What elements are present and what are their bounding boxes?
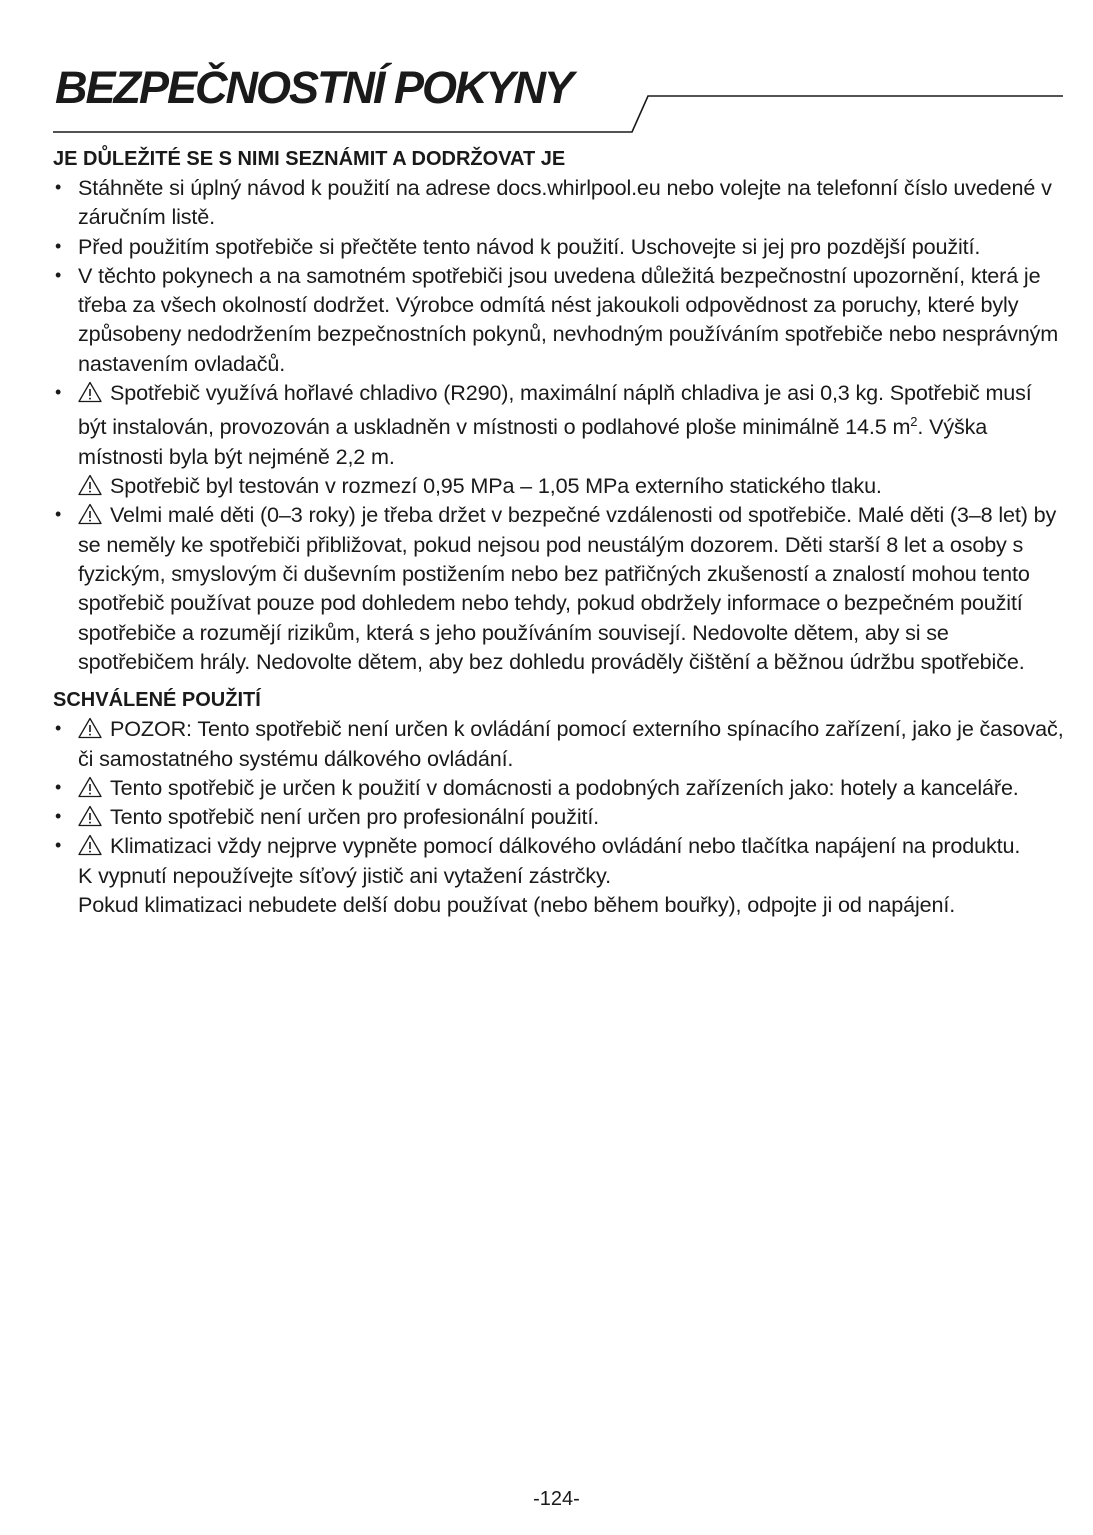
content bbox=[53, 145, 1065, 919]
list-item bbox=[53, 500, 1065, 676]
bullet: • bbox=[55, 776, 62, 797]
list-item bbox=[53, 261, 1065, 378]
item-text: Tento spotřebič není určen pro profesionální použití. bbox=[110, 804, 600, 830]
bullet: • bbox=[55, 806, 62, 827]
item-text: Klimatizaci vždy nejprve vypněte pomocí dálkového ovládání nebo tlačítka napájení na produktu. bbox=[110, 833, 1021, 859]
list-item bbox=[53, 173, 1065, 232]
approved-use-list bbox=[53, 714, 1065, 919]
title-underline bbox=[0, 0, 1093, 140]
item-text: POZOR: Tento spotřebič není určen k ovládání pomocí externího spínacího zařízení, jako je časovač, či samostatného systému dálkového ovládání. bbox=[78, 716, 1064, 771]
item-paragraph: K vypnutí nepoužívejte síťový jistič ani vytažení zástrčky. bbox=[78, 862, 611, 888]
warning-triangle-icon bbox=[78, 717, 102, 739]
item-text: Stáhněte si úplný návod k použití na adrese docs.whirlpool.eu nebo volejte na telefonní číslo uvedené v záručním listě. bbox=[78, 175, 1052, 230]
item-paragraph bbox=[78, 471, 1065, 500]
warning-triangle-icon bbox=[78, 776, 102, 798]
superscript: 2 bbox=[910, 414, 918, 430]
warning-triangle-icon bbox=[78, 503, 102, 525]
list-item bbox=[53, 378, 1065, 500]
item-text: Spotřebič byl testován v rozmezí 0,95 MPa – 1,05 MPa externího statického tlaku. bbox=[110, 473, 882, 499]
item-text: Spotřebič využívá hořlavé chladivo (R290), maximální náplň chladiva je asi 0,3 kg. Spotřebič musí být instalován, provozován a uskladněn v místnosti o podlahové ploše minimálně 14.5 m bbox=[78, 380, 1032, 440]
bullet: • bbox=[55, 235, 62, 256]
item-paragraph: Pokud klimatizaci nebudete delší dobu používat (nebo během bouřky), odpojte ji od napájení. bbox=[78, 892, 956, 918]
bullet: • bbox=[55, 835, 62, 856]
item-text: Před použitím spotřebiče si přečtěte tento návod k použití. Uschovejte si jej pro pozdější použití. bbox=[78, 233, 981, 259]
list-item bbox=[53, 831, 1065, 919]
list-item bbox=[53, 773, 1065, 802]
bullet: • bbox=[55, 382, 62, 403]
warning-triangle-icon bbox=[78, 381, 102, 403]
section-heading-important: JE DŮLEŽITÉ SE S NIMI SEZNÁMIT A DODRŽOVAT JE bbox=[53, 148, 566, 170]
page-number: -124- bbox=[533, 1488, 580, 1510]
item-text: Tento spotřebič je určen k použití v domácnosti a podobných zařízeních jako: hotely a kanceláře. bbox=[110, 774, 1019, 800]
important-list bbox=[53, 173, 1065, 676]
item-text: Velmi malé děti (0–3 roky) je třeba držet v bezpečné vzdálenosti od spotřebiče. Malé děti (3–8 let) by se neměly ke spotřebiči přibližovat, pokud nejsou pod neustálým dozorem. Děti starší 8 let a osoby s fyzickým, smyslovým či duševním postižením nebo bez patřičných zkušeností a znalostí mohou tento spotřebič používat pouze pod dohledem nebo tehdy, pokud obdržely informace o bezpečném použití spotřebiče a rozumějí rizikům, která s jeho používáním souvisejí. Nedovolte dětem, aby si se spotřebičem hrály. Nedovolte dětem, aby bez dohledu prováděly čištění a běžnou údržbu spotřebiče. bbox=[78, 502, 1057, 674]
bullet: • bbox=[55, 264, 62, 285]
page-title: BEZPEČNOSTNÍ POKYNY bbox=[55, 62, 573, 113]
list-item bbox=[53, 232, 1065, 261]
bullet: • bbox=[55, 504, 62, 525]
list-item bbox=[53, 714, 1065, 773]
warning-triangle-icon bbox=[78, 474, 102, 496]
item-text: V těchto pokynech a na samotném spotřebiči jsou uvedena důležitá bezpečnostní upozornění, která je třeba za všech okolností dodržet. Výrobce odmítá nést jakoukoli odpovědnost za poruchy, které byly způsobeny nedodržením bezpečnostních pokynů, nevhodným používáním spotřebiče nebo nesprávným nastavením ovladačů. bbox=[78, 262, 1059, 376]
warning-triangle-icon bbox=[78, 805, 102, 827]
section-heading-approved-use: SCHVÁLENÉ POUŽITÍ bbox=[53, 689, 261, 712]
item-text: . Výška místnosti byla být nejméně 2,2 m. bbox=[78, 414, 988, 469]
bullet: • bbox=[55, 177, 62, 197]
bullet: • bbox=[55, 718, 62, 739]
list-item bbox=[53, 802, 1065, 831]
warning-triangle-icon bbox=[78, 834, 102, 856]
